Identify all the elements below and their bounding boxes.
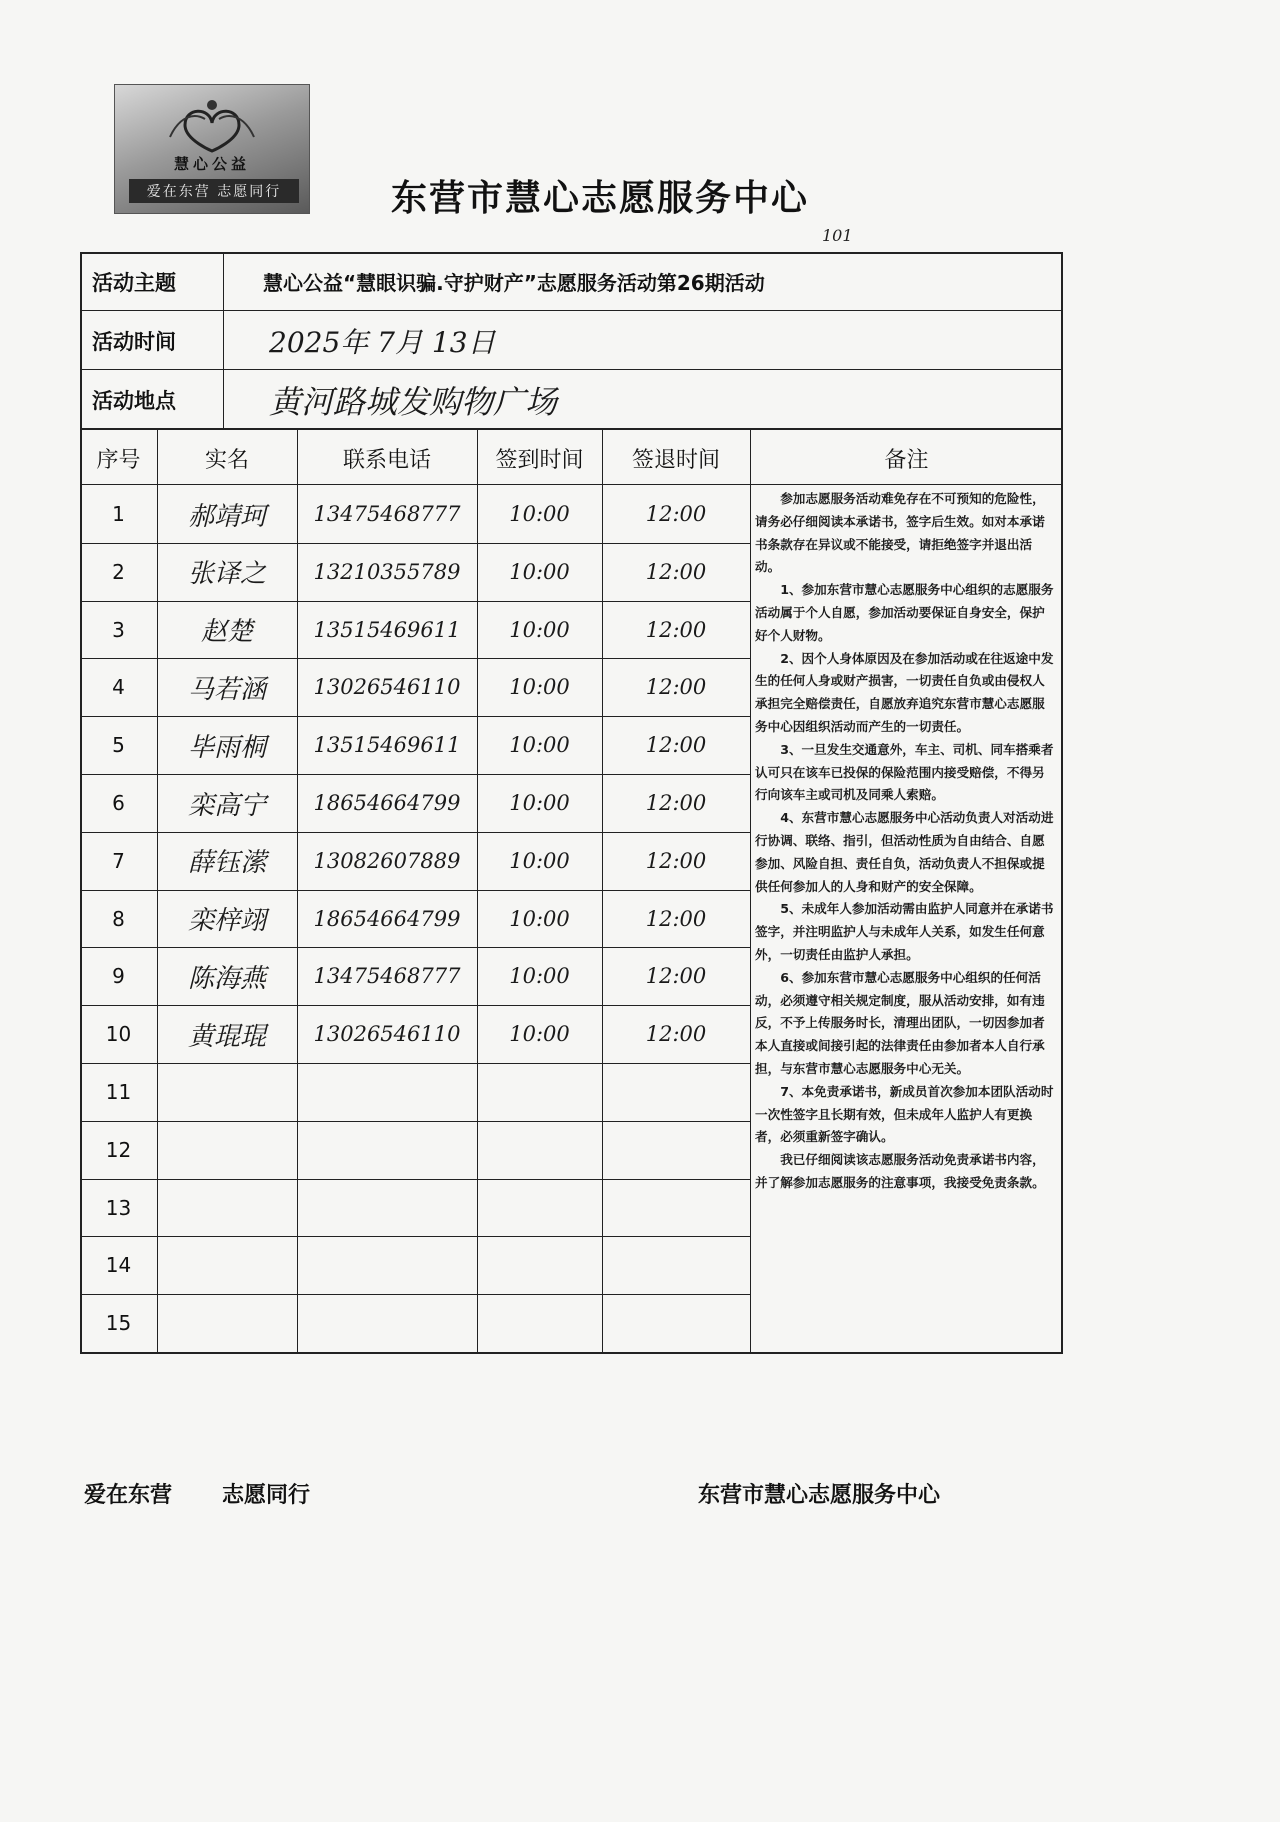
row-index: 14 [105, 1253, 132, 1278]
row-checkout: 12:00 [645, 733, 707, 758]
footer-slogan-2: 志愿同行 [222, 1483, 311, 1508]
row-index: 4 [112, 675, 125, 700]
row-phone: 13475468777 [313, 964, 461, 989]
row-name: 毕雨桐 [187, 732, 266, 763]
row-name [157, 1063, 297, 1121]
row-name: 陈海燕 [187, 963, 266, 994]
header-name: 实名 [204, 447, 249, 473]
row-checkin [477, 1063, 602, 1121]
row-phone [297, 1121, 477, 1179]
row-name [157, 1179, 297, 1237]
note-paragraph: 5、未成年人参加活动需由监护人同意并在承诺书签字，并注明监护人与未成年人关系，如发生任何意外，一切责任由监护人承担。 [755, 901, 1054, 962]
place-label: 活动地点 [92, 388, 176, 413]
row-name [157, 1121, 297, 1179]
row-phone: 13082607889 [313, 848, 461, 873]
row-index: 6 [112, 791, 125, 815]
header-checkout: 签退时间 [631, 447, 720, 473]
row-checkin [477, 1294, 602, 1352]
note-paragraph: 参加志愿服务活动难免存在不可预知的危险性，请务必仔细阅读本承诺书，签字后生效。如对本承诺书条款存在异议或不能接受，请拒绝签字并退出活动。 [755, 491, 1045, 575]
row-checkin [477, 1179, 602, 1237]
note-paragraph: 7、本免责承诺书，新成员首次参加本团队活动时一次性签字且长期有效，但未成年人监护人有更换者，必须重新签字确认。 [755, 1083, 1054, 1145]
row-phone: 13026546110 [313, 1022, 461, 1047]
row-name: 黄琨琨 [187, 1021, 266, 1052]
row-checkout: 12:00 [645, 559, 707, 584]
row-index: 3 [112, 617, 125, 642]
row-index: 8 [112, 906, 125, 931]
row-name [157, 1236, 297, 1294]
row-checkin: 10:00 [509, 964, 570, 989]
row-checkin: 10:00 [509, 559, 570, 584]
rule [750, 428, 751, 1354]
row-checkin: 10:00 [509, 675, 570, 700]
row-checkout [602, 1063, 750, 1121]
row-phone [297, 1236, 477, 1294]
row-phone: 18654664799 [313, 906, 461, 931]
row-checkin: 10:00 [509, 848, 570, 873]
header-notes: 备注 [884, 447, 929, 473]
row-checkout: 12:00 [645, 906, 707, 931]
row-checkout: 12:00 [645, 791, 707, 815]
row-phone: 13515469611 [313, 617, 461, 642]
row-checkin [477, 1236, 602, 1294]
row-phone: 13210355789 [313, 559, 461, 584]
time-label: 活动时间 [92, 329, 176, 354]
row-index: 9 [112, 964, 125, 989]
organization-logo [114, 84, 310, 214]
row-name: 栾高宁 [187, 790, 266, 821]
row-checkout [602, 1236, 750, 1294]
place-value: 黄河路城发购物广场 [269, 382, 558, 421]
theme-label: 活动主题 [92, 270, 176, 295]
row-index: 2 [112, 559, 125, 584]
row-phone: 13475468777 [313, 502, 461, 526]
row-phone [297, 1179, 477, 1237]
row-checkin: 10:00 [509, 733, 570, 758]
time-row [80, 312, 1063, 369]
row-index: 15 [105, 1311, 132, 1336]
row-index: 5 [112, 733, 125, 758]
handwritten-correction: 101 [822, 226, 853, 245]
row-checkout: 12:00 [645, 617, 707, 642]
row-checkin: 10:00 [509, 791, 570, 815]
row-index: 11 [105, 1080, 132, 1104]
row-checkout: 12:00 [645, 964, 707, 989]
row-checkout: 12:00 [645, 675, 707, 700]
rule [750, 484, 1063, 485]
logo-slogan: 爱在东营 志愿同行 [129, 179, 299, 203]
row-checkin: 10:00 [509, 1022, 570, 1047]
row-phone: 13515469611 [313, 733, 461, 758]
row-checkout: 12:00 [645, 848, 707, 873]
header-index: 序号 [96, 447, 141, 473]
rule [80, 369, 1063, 370]
row-checkout [602, 1179, 750, 1237]
row-phone [297, 1063, 477, 1121]
place-row [80, 371, 1063, 428]
row-checkout [602, 1294, 750, 1352]
note-paragraph: 我已仔细阅读该志愿服务活动免责承诺书内容，并了解参加志愿服务的注意事项，我接受免责条款。 [755, 1152, 1045, 1190]
row-checkin: 10:00 [509, 617, 570, 642]
row-checkin: 10:00 [509, 906, 570, 931]
row-checkout: 12:00 [645, 502, 707, 526]
row-name: 薛钰潆 [187, 848, 266, 879]
rule [80, 428, 1063, 430]
time-value: 2025年 7月 13日 [269, 325, 496, 359]
row-name: 马若涵 [187, 674, 266, 705]
header-phone: 联系电话 [342, 447, 431, 473]
row-checkout: 12:00 [645, 1022, 707, 1047]
note-paragraph: 2、因个人身体原因及在参加活动或在往返途中发生的任何人身或财产损害，一切责任自负或由侵权人承担完全赔偿责任，自愿放弃追究东营市慧心志愿服务中心因组织活动而产生的一切责任。 [755, 650, 1054, 734]
row-phone [297, 1294, 477, 1352]
row-checkout [602, 1121, 750, 1179]
theme-value: 慧心公益“慧眼识骗.守护财产”志愿服务活动第26期活动 [263, 271, 765, 295]
row-phone: 18654664799 [313, 791, 461, 815]
row-phone: 13026546110 [313, 675, 461, 700]
footer-organization: 东营市慧心志愿服务中心 [698, 1483, 941, 1508]
row-index: 10 [105, 1022, 132, 1047]
document-title: 东营市慧心志愿服务中心 [390, 178, 809, 219]
row-name: 郝靖珂 [187, 501, 266, 532]
row-name: 张译之 [187, 559, 266, 590]
rule [80, 310, 1063, 311]
note-paragraph: 3、一旦发生交通意外，车主、司机、同车搭乘者认可只在该车已投保的保险范围内接受赔偿，不得另行向该车主或司机及同乘人索赔。 [755, 741, 1054, 803]
row-checkin: 10:00 [509, 502, 570, 526]
row-name [157, 1294, 297, 1352]
note-paragraph: 4、东营市慧心志愿服务中心活动负责人对活动进行协调、联络、指引，但活动性质为自由结合、自愿参加、风险自担、责任自负，活动负责人不担保或提供任何参加人的人身和财产的安全保障。 [755, 810, 1054, 894]
row-name: 赵楚 [200, 617, 253, 648]
note-paragraph: 6、参加东营市慧心志愿服务中心组织的任何活动，必须遵守相关规定制度，服从活动安排，如有违反，不予上传服务时长，清理出团队，一切因参加者本人直接或间接引起的法律责任由参加者本人自行承担，与东营市慧心志愿服务中心无关。 [755, 969, 1045, 1076]
theme-row [80, 253, 1063, 310]
row-name: 栾梓翊 [187, 906, 266, 937]
note-paragraph: 1、参加东营市慧心志愿服务中心组织的志愿服务活动属于个人自愿，参加活动要保证自身安全，保护好个人财物。 [755, 582, 1054, 643]
header-checkin: 签到时间 [495, 447, 584, 473]
row-index: 1 [112, 502, 125, 526]
footer-slogan-1: 爱在东营 [84, 1483, 173, 1508]
logo-text: 慧心公益 [173, 155, 250, 173]
disclaimer-notes [755, 488, 1057, 1358]
row-index: 13 [105, 1195, 132, 1220]
row-index: 7 [112, 848, 125, 873]
row-checkin [477, 1121, 602, 1179]
row-index: 12 [105, 1137, 132, 1162]
